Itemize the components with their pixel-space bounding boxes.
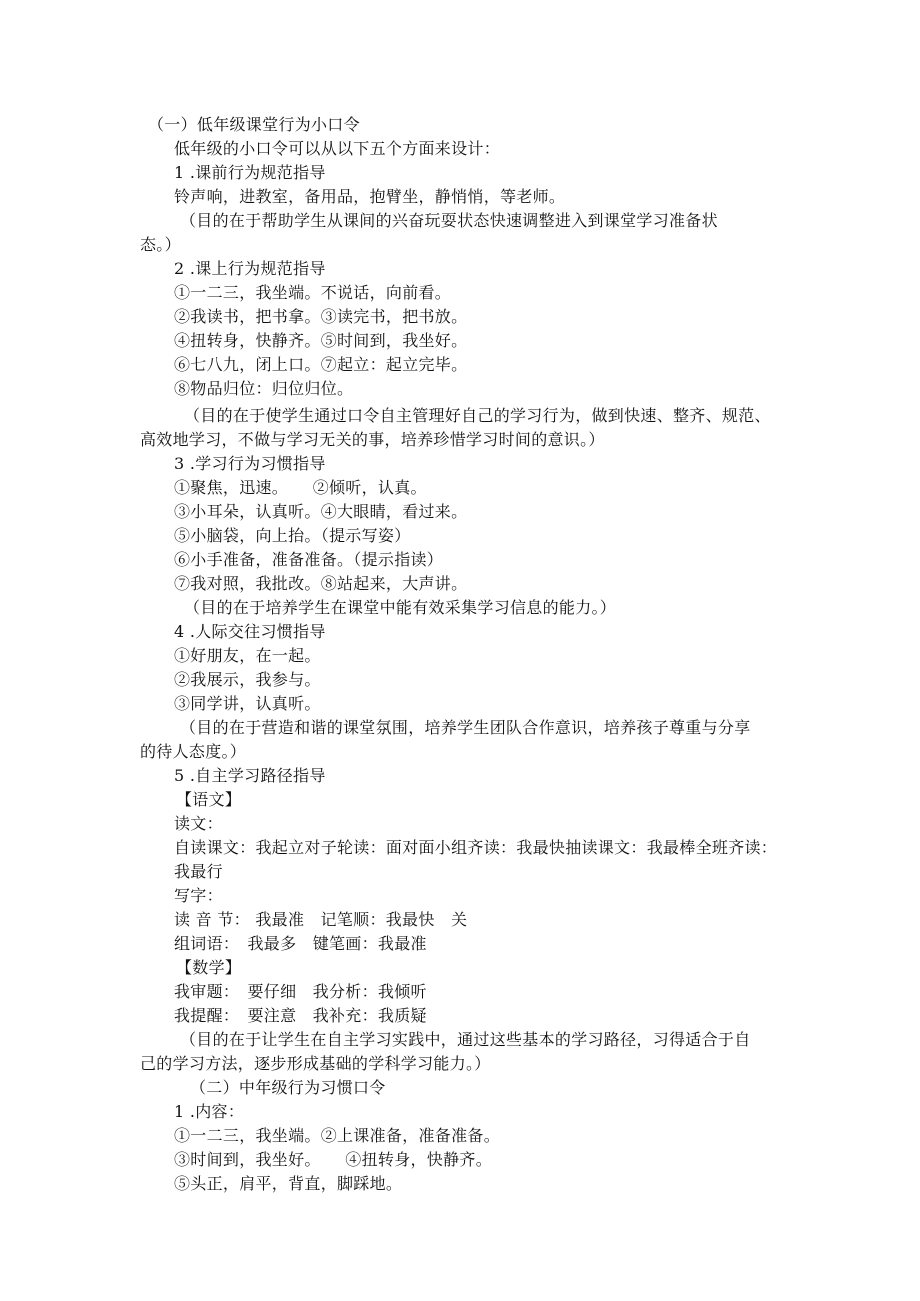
item-label: 读文： bbox=[174, 814, 223, 833]
slogan-line: ③时间到，我坐好。 ④扭转身，快静齐。 bbox=[174, 1150, 493, 1169]
slogan-line: ①聚焦，迅速。 ②倾听，认真。 bbox=[174, 478, 427, 497]
slogan-line: ②我展示，我参与。 bbox=[174, 670, 321, 689]
purpose-note: （目的在于帮助学生从课间的兴奋玩耍状态快速调整进入到课堂学习准备状 bbox=[180, 211, 718, 230]
purpose-note: （目的在于使学生通过口令自主管理好自己的学习行为，做到快速、整齐、规范、 bbox=[184, 406, 771, 425]
slogan-line: ①一二三，我坐端。不说话，向前看。 bbox=[174, 283, 452, 302]
subheading-4: 4 .人际交往习惯指导 bbox=[174, 622, 326, 641]
slogan-line: ③小耳朵，认真听。④大眼睛，看过来。 bbox=[174, 502, 468, 521]
section-heading-middle-grade: （二）中年级行为习惯口令 bbox=[190, 1078, 386, 1097]
math-path-line: 我提醒： 要注意 我补充：我质疑 bbox=[174, 1006, 427, 1025]
subject-label-chinese: 【语文】 bbox=[176, 790, 242, 809]
slogan-line: ⑧物品归位：归位归位。 bbox=[174, 379, 354, 398]
subheading-5: 5 .自主学习路径指导 bbox=[174, 766, 326, 785]
item-label: 写字： bbox=[174, 886, 223, 905]
slogan-line: ①好朋友，在一起。 bbox=[174, 646, 321, 665]
intro-paragraph: 低年级的小口令可以从以下五个方面来设计： bbox=[174, 139, 501, 158]
purpose-note: （目的在于让学生在自主学习实践中，通过这些基本的学习路径，习得适合于自 bbox=[180, 1030, 751, 1049]
purpose-note-cont: 态。） bbox=[140, 235, 181, 254]
slogan-line: ⑥小手准备，准备准备。（提示指读） bbox=[174, 550, 444, 569]
subheading-content: 1 .内容： bbox=[174, 1102, 245, 1121]
purpose-note: （目的在于培养学生在课堂中能有效采集学习信息的能力。） bbox=[184, 598, 617, 617]
slogan-line: ③同学讲，认真听。 bbox=[174, 694, 321, 713]
slogan-line: ⑤头正，肩平，背直，脚踩地。 bbox=[174, 1174, 403, 1193]
slogan-line: ①一二三，我坐端。②上课准备，准备准备。 bbox=[174, 1126, 501, 1145]
slogan-line: ⑤小脑袋，向上抬。（提示写姿） bbox=[174, 526, 411, 545]
subheading-1: 1 .课前行为规范指导 bbox=[174, 163, 326, 182]
slogan-line: ⑦我对照，我批改。⑧站起来，大声讲。 bbox=[174, 574, 468, 593]
subheading-2: 2 .课上行为规范指导 bbox=[174, 259, 326, 278]
purpose-note: （目的在于营造和谐的课堂氛围，培养学生团队合作意识，培养孩子尊重与分享 bbox=[180, 718, 751, 737]
section-heading-lower-grade: （一）低年级课堂行为小口令 bbox=[148, 115, 360, 134]
purpose-note-cont: 高效地学习，不做与学习无关的事，培养珍惜学习时间的意识。） bbox=[140, 430, 605, 449]
reading-path-cont: 我最行 bbox=[174, 862, 223, 881]
slogan-line: ②我读书，把书拿。③读完书，把书放。 bbox=[174, 307, 468, 326]
purpose-note-cont: 的待人态度。） bbox=[140, 742, 247, 761]
reading-path-line: 自读课文：我起立对子轮读：面对面小组齐读：我最快抽读课文：我最棒全班齐读： bbox=[174, 838, 778, 857]
slogan-line: 铃声响，进教室，备用品，抱臂坐，静悄悄，等老师。 bbox=[174, 187, 566, 206]
slogan-line: ⑥七八九，闭上口。⑦起立：起立完毕。 bbox=[174, 355, 468, 374]
math-path-line: 我审题： 要仔细 我分析：我倾听 bbox=[174, 982, 427, 1001]
subheading-3: 3 .学习行为习惯指导 bbox=[174, 454, 326, 473]
purpose-note-cont: 己的学习方法，逐步形成基础的学科学习能力。） bbox=[140, 1054, 491, 1073]
writing-path-line: 组词语： 我最多 键笔画：我最准 bbox=[174, 934, 427, 953]
writing-path-line: 读 音 节： 我最准 记笔顺：我最快 关 bbox=[174, 910, 468, 929]
subject-label-math: 【数学】 bbox=[176, 958, 242, 977]
slogan-line: ④扭转身，快静齐。⑤时间到，我坐好。 bbox=[174, 331, 468, 350]
